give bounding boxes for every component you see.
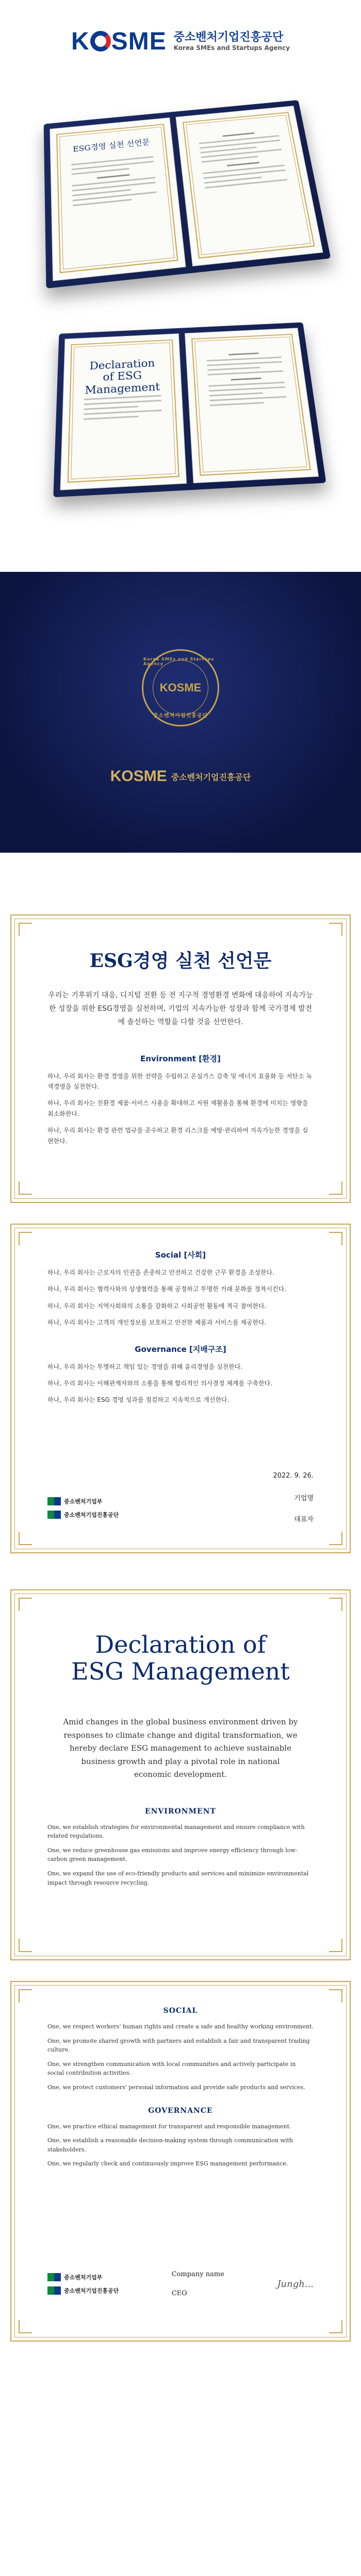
org-name: 중소벤처기업진흥공단 xyxy=(64,2287,119,2294)
folder-leaf-right xyxy=(175,106,323,266)
logo-letters-sme: SME xyxy=(111,27,167,55)
kosme-mini-logo-icon xyxy=(47,2286,61,2295)
kr-gov-item: 하나, 우리 회사는 ESG 경영 성과를 점검하고 지속적으로 개선한다. xyxy=(47,1396,229,1404)
cover-logo-word: KOSME xyxy=(110,768,167,785)
company-name-label: Company name xyxy=(171,2270,224,2278)
en-gov-item: One, we regularly check and continuously improve ESG management performance. xyxy=(47,2160,288,2167)
en-gov-item: One, we establish a reasonable decision-making system through communication with stakeholders. xyxy=(47,2137,293,2153)
section-environment-en: ENVIRONMENT xyxy=(145,1807,216,1816)
folder-mockup-en xyxy=(0,309,361,541)
signature-fields xyxy=(172,2270,224,2297)
en-env-item: One, we reduce greenhouse gas emissions and improve energy efficiency through low-carbon green management. xyxy=(47,1846,298,1863)
leaf-title-kr: ESG경영 실천 선언문 xyxy=(72,137,151,154)
kr-intro: 우리는 기후위기 대응, 디지털 전환 등 전 지구적 경영환경 변화에 대응하여 지속가능한 성장을 위한 ESG경영을 실천하며, 기업의 지속가능한 성장과 함께 국가경제 발전에 솔선하는 역할을 다할 것을 선언한다. xyxy=(48,991,313,1026)
handwritten-signature: Jungh... xyxy=(277,2278,314,2290)
org-name: 중소벤처기업진흥공단 xyxy=(64,1512,119,1518)
en-title xyxy=(11,1632,350,1685)
en-intro: Amid changes in the global business environment driven by responses to climate change and digital transformation, we hereby declare ESG management to achieve sustainable business growth and play a pivotal role in national economic development. xyxy=(63,1717,298,1780)
declaration-date: 2022. 9. 26. xyxy=(273,1472,314,1480)
en-social-item: One, we respect workers' human rights and create a safe and healthy working environment. xyxy=(47,2023,314,2030)
section-governance-kr: Governance [지배구조] xyxy=(135,1344,226,1354)
folder-cover-closeup xyxy=(0,572,361,853)
ceo-label: 대표자 xyxy=(294,1516,314,1523)
kr-env-item: 하나, 우리 회사는 환경 관련 법규를 준수하고 환경 리스크를 예방·관리하여 지속가능한 경영을 실현한다. xyxy=(47,1127,308,1145)
kr-social-item: 하나, 우리 회사는 근로자의 인권을 존중하고 안전하고 건강한 근무 환경을 조성한다. xyxy=(47,1269,274,1276)
kr-declaration-page-1 xyxy=(10,914,351,1203)
section-governance-en: GOVERNANCE xyxy=(148,2106,213,2115)
folder-cover xyxy=(53,323,326,498)
seal-center-text: KOSME xyxy=(159,681,202,694)
seal-ring-text: Korea SMEs and Startups Agency xyxy=(143,657,215,666)
cover-logo-kr: 중소벤처기업진흥공단 xyxy=(171,772,251,782)
logo-o-icon xyxy=(90,31,111,52)
folder-leaf-left xyxy=(50,117,186,281)
seal-ring-text-kr: 중소벤처기업진흥공단 xyxy=(153,713,208,719)
kr-social-item: 하나, 우리 회사는 지역사회와의 소통을 강화하고 사회공헌 활동에 적극 참여한다. xyxy=(47,1302,267,1310)
leaf-title-en: Declaration of ESG Management xyxy=(85,358,160,397)
ministry-logo-icon xyxy=(47,1497,61,1505)
folder-leaf-left xyxy=(60,333,187,490)
kosme-mini-logo-icon xyxy=(47,1511,61,1519)
folder-cover xyxy=(44,100,331,289)
cover-logo xyxy=(0,768,361,785)
en-env-item: One, we establish strategies for environmental management and ensure compliance with related regulations. xyxy=(47,1823,305,1840)
en-social-item: One, we strengthen communication with local communities and actively participate in social contribution activities. xyxy=(47,2060,296,2077)
kr-title: ESG경영 실천 선언문 xyxy=(89,950,272,972)
folder-mockup-kr xyxy=(0,82,361,309)
agency-name xyxy=(174,31,290,52)
kr-gov-item: 하나, 우리 회사는 이해관계자와의 소통을 통해 합리적인 의사결정 체계를 구축한다. xyxy=(47,1379,273,1387)
en-title-line: ESG Management xyxy=(71,1657,290,1685)
ministry-logo-icon xyxy=(47,2273,61,2281)
folder-leaf-right xyxy=(185,328,319,483)
en-env-item: One, we expand the use of eco-friendly products and services and minimize environmental impact through resource recycling. xyxy=(47,1870,309,1886)
en-title-line: Declaration of xyxy=(95,1631,266,1658)
header xyxy=(0,0,361,82)
ceo-label: CEO xyxy=(171,2290,187,2297)
agency-name-en: Korea SMEs and Startups Agency xyxy=(173,44,290,52)
section-social-en: SOCIAL xyxy=(163,2007,198,2015)
company-name-label: 기업명 xyxy=(294,1495,314,1502)
kr-declaration-page-2 xyxy=(10,1224,351,1553)
agency-name-kr: 중소벤처기업진흥공단 xyxy=(173,30,284,44)
signing-org-logos xyxy=(47,2273,119,2295)
en-gov-item: One, we practice ethical management for transparent and responsible management. xyxy=(47,2123,291,2130)
kr-gov-item: 하나, 우리 회사는 투명하고 책임 있는 경영을 위해 윤리경영을 실천한다. xyxy=(47,1363,243,1370)
logo-letter-k: K xyxy=(71,27,90,55)
kr-social-item: 하나, 우리 회사는 고객의 개인정보를 보호하고 안전한 제품과 서비스를 제공한다. xyxy=(47,1319,267,1327)
en-social-item: One, we protect customers' personal information and provide safe products and services. xyxy=(47,2083,305,2091)
kr-env-item: 하나, 우리 회사는 친환경 제품·서비스 사용을 확대하고 자원 재활용을 통해 환경에 미치는 영향을 최소화한다. xyxy=(47,1099,308,1117)
en-declaration-page-2 xyxy=(10,1981,351,2342)
org-name: 중소벤처기업부 xyxy=(64,1498,103,1505)
kosme-logo xyxy=(71,27,167,56)
signing-org-logos xyxy=(47,1497,119,1519)
signature-fields xyxy=(294,1493,314,1523)
org-name: 중소벤처기업부 xyxy=(64,2274,103,2281)
en-declaration-page-1 xyxy=(10,1589,351,1960)
section-environment-kr: Environment [환경] xyxy=(140,1054,221,1063)
en-social-item: One, we promote shared growth with partners and establish a fair and transparent trading culture. xyxy=(47,2037,310,2054)
gold-seal-emblem xyxy=(142,649,219,726)
section-social-kr: Social [사회] xyxy=(155,1250,206,1260)
kr-social-item: 하나, 우리 회사는 협력사와의 상생협력을 통해 공정하고 투명한 거래 문화를 정착시킨다. xyxy=(47,1285,287,1293)
kr-env-item: 하나, 우리 회사는 환경 경영을 위한 전략을 수립하고 온실가스 감축 및 에너지 효율화 등 저탄소 녹색경영을 실천한다. xyxy=(47,1072,313,1091)
